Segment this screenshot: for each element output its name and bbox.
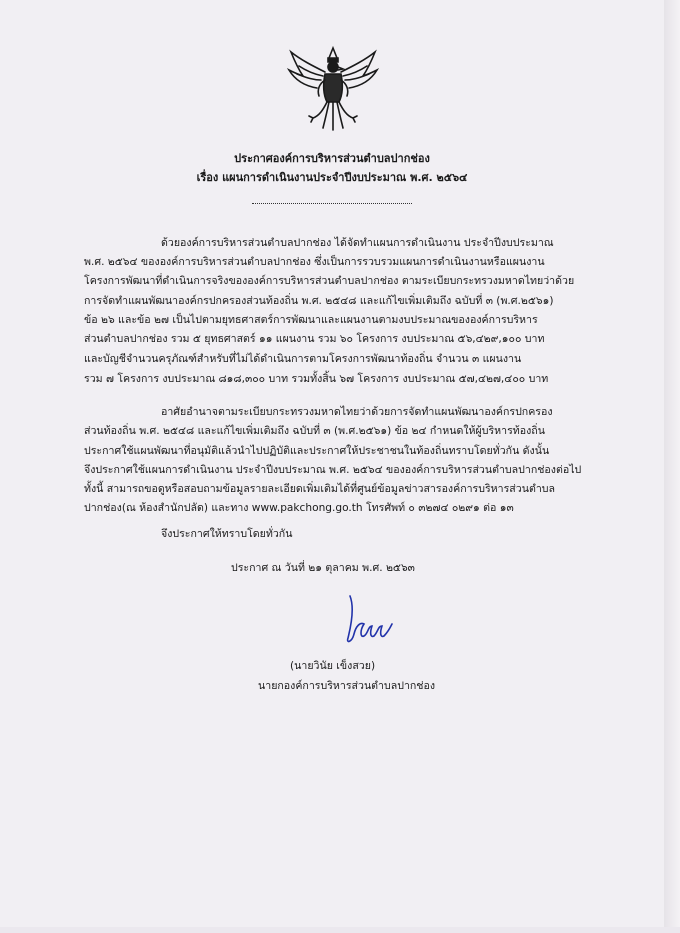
page-edge-bottom [0,927,680,933]
para1-line-2: พ.ศ. ๒๕๖๔ ขององค์การบริหารส่วนตำบลปากช่อง ซึ่งเป็นการรวบรวมแผนการดำเนินงานหรือแผนงาน [84,256,545,268]
para2-line-5: ทั้งนี้ สามารถขอดูหรือสอบถามข้อมูลรายละเอียดเพิ่มเติมได้ที่ศูนย์ข้อมูลข่าวสารองค์การบริหารส่วนตำบล [84,483,555,495]
para2-line-4: จึงประกาศใช้แผนการดำเนินงาน ประจำปีงบประมาณ พ.ศ. ๒๕๖๔ ขององค์การบริหารส่วนตำบลปากช่องต่อไป [84,464,582,476]
para2-line-2: ส่วนท้องถิ่น พ.ศ. ๒๕๔๘ และแก้ไขเพิ่มเติมถึง ฉบับที่ ๓ (พ.ศ.๒๕๖๑) ข้อ ๒๔ กำหนดให้ผู้บริหารท้องถิ่น [84,425,545,437]
handwritten-signature [342,592,398,650]
para1-line-1: ด้วยองค์การบริหารส่วนตำบลปากช่อง ได้จัดทำแผนการดำเนินงาน ประจำปีงบประมาณ [161,237,554,249]
title-divider [252,203,412,204]
page-edge-right [664,0,680,933]
para1-line-3: โครงการพัฒนาที่ดำเนินการจริงขององค์การบริหารส่วนตำบลปากช่อง ตามระเบียบกระทรวงมหาดไทยว่าด้วย [84,275,575,287]
para1-line-4: การจัดทำแผนพัฒนาองค์กรปกครองส่วนท้องถิ่น พ.ศ. ๒๕๔๘ และแก้ไขเพิ่มเติมถึง ฉบับที่ ๓ (พ.ศ.๒๕๖๑) [84,295,554,307]
closing-line: จึงประกาศให้ทราบโดยทั่วกัน [161,528,293,540]
para2-line-6: ปากช่อง(ณ ห้องสำนักปลัด) และทาง www.pakchong.go.th โทรศัพท์ ๐ ๓๒๗๔ ๐๒๙๑ ต่อ ๑๓ [84,502,514,514]
signer-name: (นายวินัย เข็งสวย) [290,660,376,672]
para1-line-5: ข้อ ๒๖ และข้อ ๒๗ เป็นไปตามยุทธศาสตร์การพัฒนาและแผนงานตามงบประมาณขององค์การบริหาร [84,314,538,326]
garuda-emblem-icon [283,44,383,134]
para1-line-6: ส่วนตำบลปากช่อง รวม ๕ ยุทธศาสตร์ ๑๑ แผนงาน รวม ๖๐ โครงการ งบประมาณ ๕๖,๔๒๙,๑๐๐ บาท [84,333,545,345]
date-line: ประกาศ ณ วันที่ ๒๑ ตุลาคม พ.ศ. ๒๕๖๓ [231,562,415,574]
announcement-subject: เรื่อง แผนการดำเนินงานประจำปีงบประมาณ พ.ศ. ๒๕๖๔ [196,171,468,184]
para2-line-3: ประกาศใช้แผนพัฒนาที่อนุมัติแล้วนำไปปฏิบัติและประกาศให้ประชาชนในท้องถิ่นทราบโดยทั่วกัน ดังนั้น [84,445,550,457]
signer-position: นายกองค์การบริหารส่วนตำบลปากช่อง [258,680,436,692]
announcement-title: ประกาศองค์การบริหารส่วนตำบลปากช่อง [234,152,430,165]
para1-line-7: และบัญชีจำนวนครุภัณฑ์สำหรับที่ไม่ได้ดำเนินการตามโครงการพัฒนาท้องถิ่น จำนวน ๓ แผนงาน [84,353,522,365]
para2-line-1: อาศัยอำนาจตามระเบียบกระทรวงมหาดไทยว่าด้วยการจัดทำแผนพัฒนาองค์กรปกครอง [161,406,553,418]
para1-line-8: รวม ๗ โครงการ งบประมาณ ๘๑๘,๓๐๐ บาท รวมทั้งสิ้น ๖๗ โครงการ งบประมาณ ๕๗,๔๒๗,๔๐๐ บาท [84,373,549,385]
